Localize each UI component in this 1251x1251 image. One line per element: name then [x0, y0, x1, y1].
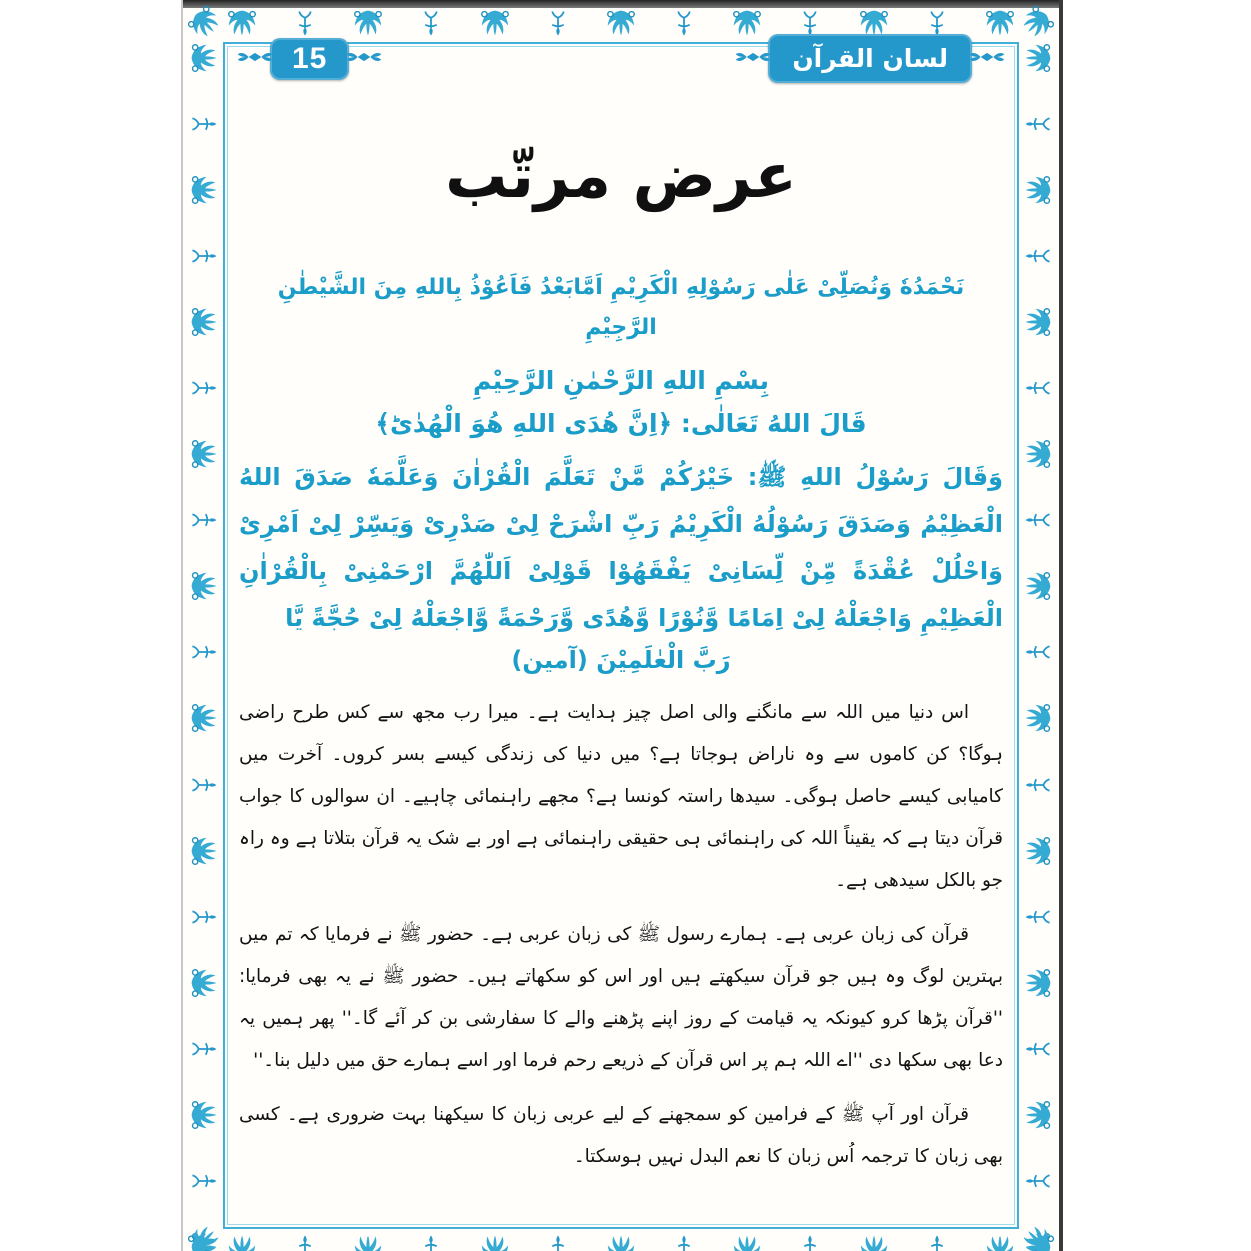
palmette-ornament-icon: [1016, 1219, 1057, 1251]
palmette-ornament-icon: [184, 1219, 225, 1251]
finial-ornament-icon: [423, 1234, 439, 1251]
flourish-right: [977, 38, 997, 80]
page-number-badge: 15: [270, 38, 349, 80]
badge-flourish-icon: [345, 47, 383, 67]
urdu-paragraph: قرآن اور آپ ﷺ کے فرامین کو سمجھنے کے لیے عربی زبان کا سیکھنا بہت ضروری ہے۔ کسی بھی زبان کا ترجمہ اُس زبان کا نعم البدل نہیں ہوسکتا۔: [239, 1104, 1003, 1167]
finial-ornament-icon: [550, 1234, 566, 1251]
palmette-ornament-icon: [480, 1234, 510, 1251]
arabic-amin-line: رَبَّ الْعٰلَمِیْنَ (آمین): [511, 646, 731, 674]
chapter-title: عرض مرتّب: [445, 139, 797, 212]
urdu-paragraph: قرآن کی زبان عربی ہے۔ ہمارے رسول ﷺ کی زبان عربی ہے۔ حضور ﷺ نے فرمایا کہ تم میں بہترین لوگ وہ ہیں جو قرآن سیکھتے ہیں اور اس کو سکھاتے ہیں۔ حضور ﷺ نے یہ بھی فرمایا: ''قرآن پڑھا کرو کیونکہ یہ قیامت کے روز اپنے پڑھنے والے کا سفارشی بن کر آئے گا۔'' پھر ہمیں یہ دعا بھی سکھا دی ''اے اللہ ہم پر اس قرآن کے ذریعے رحم فرما اور اسے ہمارے حق میں دلیل بنا۔'': [239, 924, 1003, 1071]
arabic-ayah-line: قَالَ اللهُ تَعَالٰی: ﴿اِنَّ هُدَی اللهِ هُوَ الْهُدٰیؕ﴾: [375, 409, 867, 438]
arabic-hamd-line: نَحْمَدُهٗ وَنُصَلِّیْ عَلٰی رَسُوْلِهِ الْکَرِیْمِ اَمَّابَعْدُ فَاَعُوْذُ بِاللهِ مِنَ الشَّیْطٰنِ الرَّجِیْمِ: [277, 275, 965, 340]
page-content: [183, 0, 1059, 1178]
palmette-ornament-icon: [353, 1234, 383, 1251]
border-corner-ornament: [186, 1221, 224, 1251]
palmette-ornament-icon: [227, 1234, 257, 1251]
book-title-group: [743, 34, 997, 83]
border-corner-ornament: [1018, 1221, 1056, 1251]
palmette-ornament-icon: [859, 1234, 889, 1251]
book-title-badge: لسان القرآن: [768, 34, 972, 83]
palmette-ornament-icon: [732, 1234, 762, 1251]
scan-edge-right: [1059, 0, 1063, 1251]
badge-flourish-icon: [236, 47, 274, 67]
border-ornament-strip-bottom: [227, 1231, 1015, 1251]
arabic-bismillah-line: بِسْمِ اللهِ الرَّحْمٰنِ الرَّحِیْمِ: [473, 366, 769, 395]
palmette-ornament-icon: [606, 1234, 636, 1251]
finial-ornament-icon: [676, 1234, 692, 1251]
urdu-paragraph: اس دنیا میں اللہ سے مانگنے والی اصل چیز ہدایت ہے۔ میرا رب مجھ سے کس طرح راضی ہوگا؟ کن کاموں سے وہ ناراض ہوجاتا ہے؟ میں دنیا کی زندگی کیسے بسر کروں۔ آخرت میں کامیابی کیسے حاصل ہوگی۔ سیدھا راستہ کونسا ہے؟ مجھے راہنمائی چاہیے۔ ان سوالوں کا جواب قرآن دیتا ہے کہ یقیناً اللہ کی راہنمائی ہی حقیقی راہنمائی ہے اور بے شک یہ قرآن بتلاتا ہے وہ راہ جو بالکل سیدھی ہے۔: [239, 702, 1003, 891]
finial-ornament-icon: [297, 1234, 313, 1251]
palmette-ornament-icon: [985, 1234, 1015, 1251]
finial-ornament-icon: [929, 1234, 945, 1251]
page-number-group: [245, 38, 374, 80]
arabic-hadith-dua: وَقَالَ رَسُوْلُ اللهِ ﷺ: خَیْرُکُمْ مَّنْ تَعَلَّمَ الْقُرْاٰنَ وَعَلَّمَهٗ صَدَقَ اللهُ الْعَظِیْمُ وَصَدَقَ رَسُوْلُهُ الْکَرِیْمُ رَبِّ اشْرَحْ لِیْ صَدْرِیْ وَیَسِّرْ لِیْ اَمْرِیْ وَاحْلُلْ عُقْدَةً مِّنْ لِّسَانِیْ یَفْقَهُوْا قَوْلِیْ اَللّٰهُمَّ ارْحَمْنِیْ بِالْقُرْاٰنِ الْعَظِیْمِ وَاجْعَلْهُ لِیْ اِمَامًا وَّنُوْرًا وَّهُدًی وَّرَحْمَةً وَّاجْعَلْهُ لِیْ حُجَّةً یَّا: [239, 463, 1003, 632]
book-page: [183, 0, 1059, 1251]
badge-flourish-icon: [734, 47, 772, 67]
flourish-left: [245, 38, 265, 80]
page-header: [239, 34, 1003, 83]
finial-ornament-icon: [802, 1234, 818, 1251]
badge-flourish-icon: [968, 47, 1006, 67]
flourish-left: [743, 38, 763, 80]
flourish-right: [354, 38, 374, 80]
